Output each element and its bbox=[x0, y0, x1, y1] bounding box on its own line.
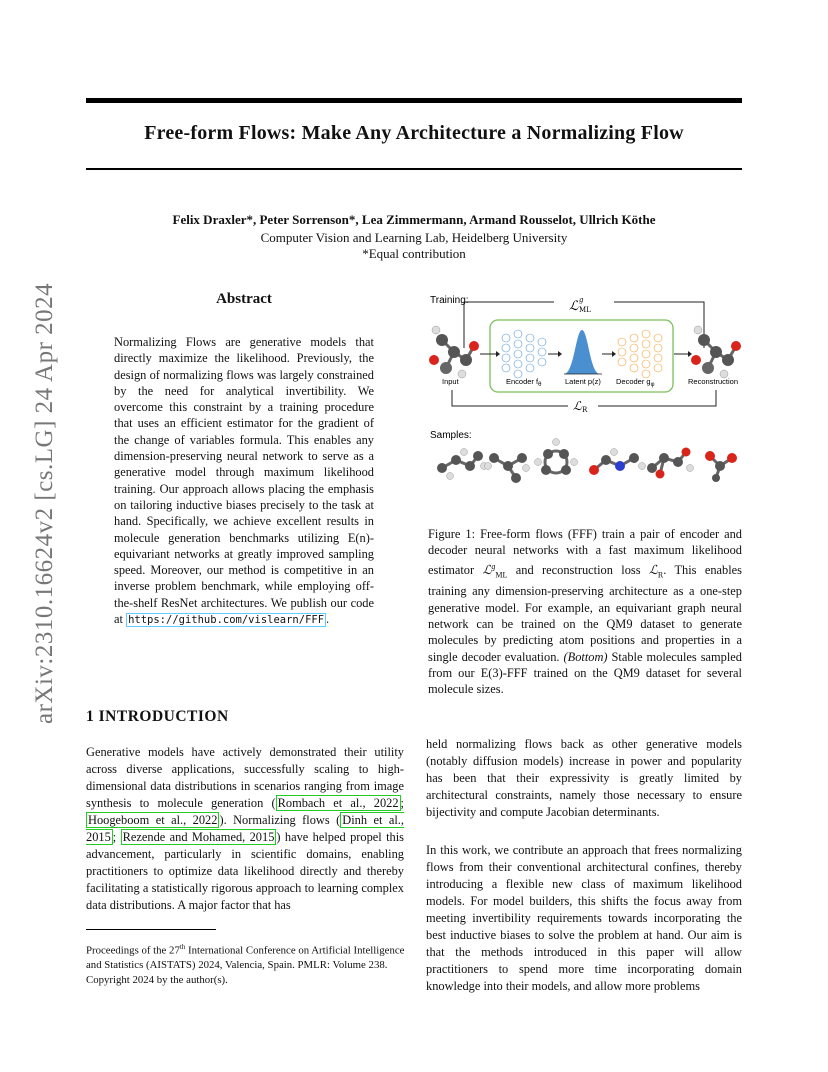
caption-ml-loss: ℒ$^g_{ML}$ bbox=[482, 561, 508, 580]
decoder-label bbox=[616, 377, 655, 388]
citation-rombach[interactable]: Rombach et al., 2022 bbox=[277, 796, 399, 810]
paper-title: Free-form Flows: Make Any Architecture a Normalizing Flow bbox=[144, 122, 684, 144]
arxiv-stamp: arXiv:2310.16624v2 [cs.LG] 24 Apr 2024 bbox=[31, 282, 58, 724]
intro-left-column bbox=[86, 744, 404, 914]
intro-p1-c: ) have helped propel this advancement, particularly in scientific domains, enabling practitioners to optimize data likelihood directly and thereby facilitating a statistically rigorous approach to learning complex data distributions. A major factor that has bbox=[86, 830, 404, 912]
abstract-end: . bbox=[326, 612, 330, 627]
citation-dinh[interactable]: Dinh et al., 2015 bbox=[86, 813, 404, 844]
sample-molecule-5 bbox=[647, 448, 694, 479]
encoder-label bbox=[506, 377, 542, 388]
caption-r-loss: ℒ$_R$ bbox=[648, 562, 664, 580]
author-list: Felix Draxler*, Peter Sorrenson*, Lea Zimmermann, Armand Rousselot, Ullrich Köthe bbox=[172, 212, 656, 227]
caption-rest: . This enables training any dimension-preserving architecture as a one-step generative model. For example, an equivariant graph neural network can be trained on the QM9 dataset to generate molecules by predicting atom positions and properties in a single decoder evaluation. bbox=[428, 562, 742, 664]
footnote-a: Proceedings of the 27 bbox=[86, 944, 180, 957]
sample-molecule-2 bbox=[485, 453, 530, 483]
figure-1 bbox=[424, 290, 744, 500]
sample-molecules bbox=[437, 439, 737, 484]
intro-p1-b: ). Normalizing flows ( bbox=[219, 813, 341, 827]
footnote-b: International Conference on Artificial Intelligence and Statistics (AISTATS) 2024, Valencia, Spain. PMLR: Volume 238. Copyright 2024 by the author(s). bbox=[86, 944, 405, 986]
intro-sep2: ; bbox=[112, 830, 121, 844]
decoder-label-sub: φ bbox=[650, 382, 655, 388]
input-label: Input bbox=[442, 377, 459, 386]
figure-caption bbox=[428, 526, 742, 698]
abstract-text bbox=[114, 334, 374, 628]
abstract-body: Normalizing Flows are generative models that directly maximize the likelihood. Previously, the design of normalizing flows was largely constrained by the need for analytical invertibility. We overcome this constraint by a training procedure that uses an efficient estimator for the gradient of the change of variables formula. This enables any dimension-preserving neural network to serve as a generative model through maximum likelihood training. Our approach allows placing the emphasis on tailoring inductive biases precisely to the task at hand. Specifically, we achieve excellent results in molecule generation benchmarks utilizing E(n)-equivariant networks at greatly improved sampling speed. Moreover, our method is competitive in an inverse problem benchmark, while employing off-the-shelf ResNet architectures. We publish our code at bbox=[114, 335, 374, 627]
training-label: Training: bbox=[430, 295, 469, 306]
samples-label: Samples: bbox=[430, 430, 472, 441]
top-rule bbox=[86, 98, 742, 103]
sample-molecule-6 bbox=[705, 451, 737, 482]
title-bottom-rule bbox=[86, 168, 742, 170]
decoder-label-text: Decoder g bbox=[616, 377, 651, 386]
caption-lead: Figure 1: Free-form flows (FFF) train a pair of encoder and decoder neural networks with a fast maximum likelihood estimator bbox=[428, 527, 742, 577]
caption-mid: and reconstruction loss bbox=[507, 562, 649, 577]
caption-bottom-tag: (Bottom) bbox=[563, 649, 608, 664]
sample-molecule-1 bbox=[437, 449, 488, 480]
caption-bottom-text: Stable molecules sampled from our E(3)-FFF trained on the QM9 dataset for several molecule sizes. bbox=[428, 649, 743, 697]
section-heading-introduction: 1 INTRODUCTION bbox=[86, 708, 229, 725]
footnote-sup: th bbox=[179, 943, 186, 951]
intro-p1-a: Generative models have actively demonstrated their utility across diverse applications, successfully scaling to high-dimensional data distributions in scenarios ranging from image synthesis to molecule generation ( bbox=[86, 745, 404, 810]
citation-rezende[interactable]: Rezende and Mohamed, 2015 bbox=[122, 830, 275, 844]
reconstruction-label: Reconstruction bbox=[688, 377, 739, 386]
intro-right-column-p2: held normalizing flows back as other generative models (notably diffusion models) increase in power and popularity has been that their expressivity is greatly limited by architectural constraints, namely those necessary to ensure bijectivity and compute Jacobian determinants. bbox=[426, 737, 742, 819]
ml-loss-symbol: ℒ bbox=[569, 299, 579, 314]
r-loss-sub: R bbox=[582, 406, 588, 414]
encoder-network bbox=[502, 330, 546, 378]
latent-label: Latent p(z) bbox=[565, 377, 601, 386]
affiliation: Computer Vision and Learning Lab, Heidelberg University bbox=[260, 230, 568, 245]
abstract-heading: Abstract bbox=[216, 291, 272, 307]
equal-contribution-note: *Equal contribution bbox=[362, 246, 466, 261]
reconstruction-molecule bbox=[691, 326, 741, 378]
sample-molecule-4 bbox=[589, 449, 646, 476]
input-molecule bbox=[429, 326, 479, 378]
sample-molecule-3 bbox=[535, 439, 578, 476]
citation-hoogeboom[interactable]: Hoogeboom et al., 2022 bbox=[88, 813, 218, 827]
encoder-label-sub: θ bbox=[538, 382, 542, 388]
encoder-label-text: Encoder f bbox=[506, 377, 539, 386]
footnote-rule bbox=[86, 929, 216, 930]
ml-loss-sub: ML bbox=[579, 306, 591, 314]
r-loss-symbol: ℒ bbox=[573, 399, 582, 413]
ml-loss-sup: g bbox=[579, 296, 584, 304]
footnote-proceedings bbox=[86, 940, 408, 987]
intro-right-column-p3: In this work, we contribute an approach that frees normalizing flows from their conventional architectural confines, thereby introducing a flexible new class of maximum likelihood models. For model builders, this shifts the focus away from meeting invertibility requirements towards incorporating the best inductive biases to solve the problem at hand. Our aim is that the methods introduced in this paper will allow practitioners to spend more time incorporating domain knowledge into their models, and allow more problems bbox=[426, 843, 742, 993]
latent-gaussian bbox=[564, 330, 600, 374]
code-link[interactable]: https://github.com/vislearn/FFF bbox=[128, 614, 325, 627]
intro-sep1: ; bbox=[400, 796, 404, 810]
decoder-network bbox=[618, 330, 662, 378]
